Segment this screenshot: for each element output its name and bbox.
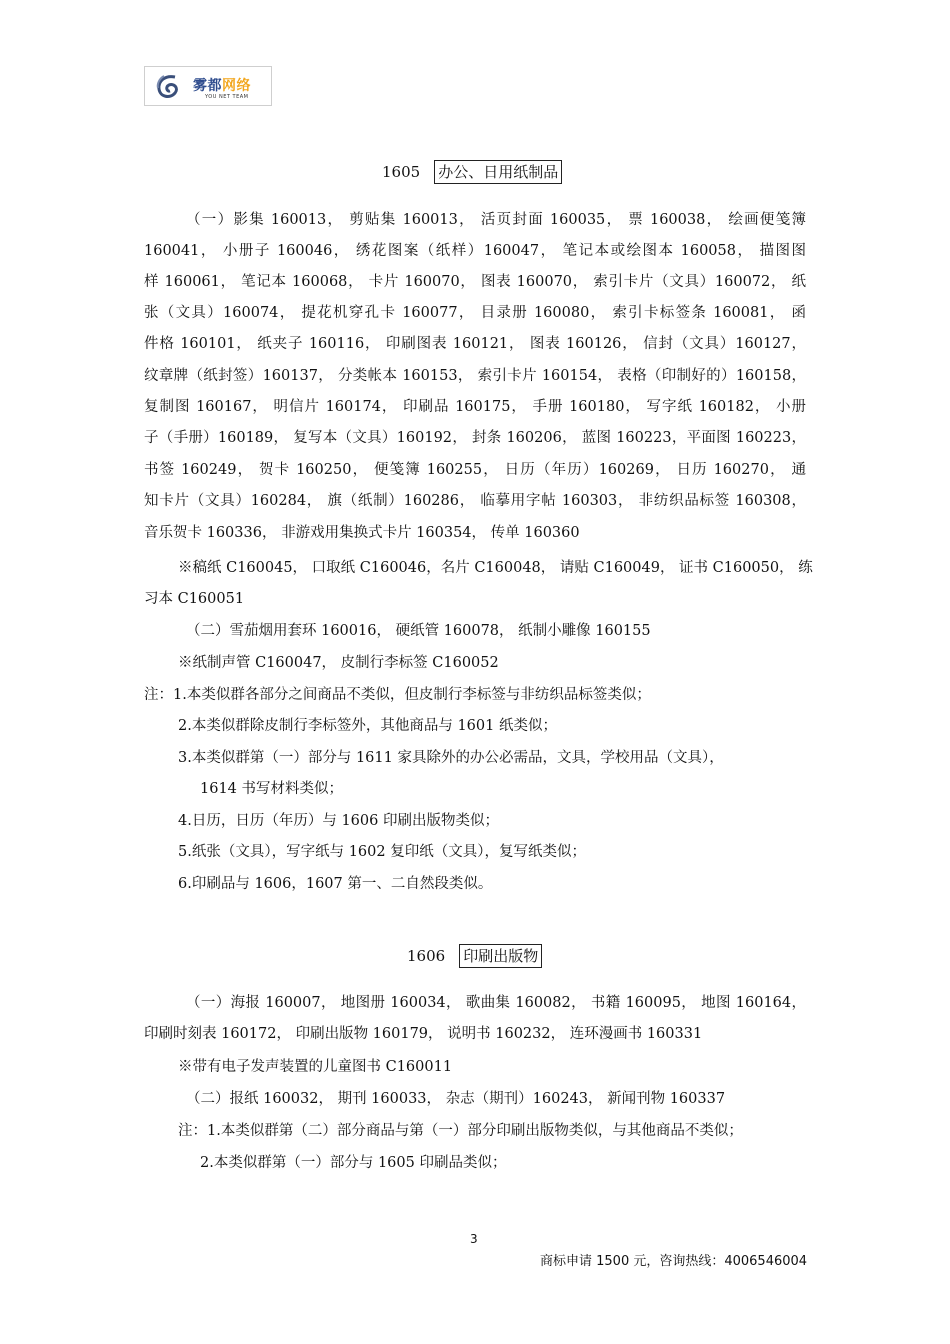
note-line: 2.本类似群第（一）部分与 1605 印刷品类似； [200,1155,507,1171]
note-line: 4.日历，日历（年历）与 1606 印刷出版物类似； [178,813,499,829]
page-number: 3 [470,1232,478,1246]
logo-name: 雾都网络 [193,78,251,94]
note-line: 5.纸张（文具），写字纸与 1602 复印纸（文具），复写纸类似； [178,844,586,860]
text-line: （一）影集 160013， 剪贴集 160013， 活页封面 160035， 票 160038， 绘画便笺簿 [186,212,806,228]
text-line: ※稿纸 C160045， 口取纸 C160046，名片 C160048， 请贴 C160049， 证书 C160050， 练 [178,560,813,576]
text-line: 子（手册）160189， 复写本（文具）160192， 封条 160206， 蓝图 160223，平面图 160223， [144,430,806,446]
company-logo [144,66,272,106]
section-code: 1606 [407,947,446,965]
logo-tagline: YOU NET TEAM [205,94,249,100]
section-heading-1606 [407,944,542,968]
section-code: 1605 [382,163,421,181]
text-line: 复制图 160167， 明信片 160174， 印刷品 160175， 手册 160180， 写字纸 160182， 小册 [144,399,806,415]
text-line: 张（文具）160074， 提花机穿孔卡 160077， 目录册 160080， 索引卡标签条 160081， 函 [144,305,806,321]
text-line: ※带有电子发声装置的儿童图书 C160011 [178,1059,453,1075]
text-line: （二）雪茄烟用套环 160016， 硬纸管 160078， 纸制小雕像 160155 [186,623,651,639]
note-line: 2.本类似群除皮制行李标签外，其他商品与 1601 纸类似； [178,718,557,734]
text-line: 书签 160249， 贺卡 160250， 便笺簿 160255， 日历（年历）160269， 日历 160270， 通 [144,462,806,478]
text-line: 知卡片（文具）160284， 旗（纸制）160286， 临摹用字帖 160303， 非纺织品标签 160308， [144,493,806,509]
note-line: 6.印刷品与 1606，1607 第一、二自然段类似。 [178,876,493,892]
text-line: 习本 C160051 [144,591,245,607]
footer-text: 商标申请 1500 元，咨询热线：4006546004 [540,1254,808,1269]
section-title: 办公、日用纸制品 [434,160,562,184]
text-line: 样 160061， 笔记本 160068， 卡片 160070， 图表 160070， 索引卡片（文具）160072， 纸 [144,274,806,290]
swirl-logo-icon [145,67,193,107]
note-line: 1614 书写材料类似； [200,781,344,797]
text-line: 纹章牌（纸封签）160137， 分类帐本 160153， 索引卡片 160154， 表格（印制好的）160158， [144,368,806,384]
text-line: 印刷时刻表 160172， 印刷出版物 160179， 说明书 160232， 连环漫画书 160331 [144,1026,703,1042]
note-line: 注：1.本类似群第（二）部分商品与第（一）部分印刷出版物类似，与其他商品不类似； [178,1123,743,1139]
text-line: 件格 160101， 纸夹子 160116， 印刷图表 160121， 图表 160126， 信封（文具）160127， [144,336,806,352]
text-line: （一）海报 160007， 地图册 160034， 歌曲集 160082， 书籍 160095， 地图 160164， [186,995,806,1011]
section-heading-1605 [382,160,562,184]
text-line: 160041， 小册子 160046， 绣花图案（纸样）160047， 笔记本或绘图本 160058， 描图图 [144,243,806,259]
section-title: 印刷出版物 [459,944,542,968]
text-line: ※纸制声管 C160047， 皮制行李标签 C160052 [178,655,499,671]
note-line: 3.本类似群第（一）部分与 1611 家具除外的办公必需品，文具，学校用品（文具）， [178,750,724,766]
note-line: 注：1.本类似群各部分之间商品不类似，但皮制行李标签与非纺织品标签类似； [144,687,651,703]
text-line: 音乐贺卡 160336， 非游戏用集换式卡片 160354， 传单 160360 [144,525,580,541]
text-line: （二）报纸 160032， 期刊 160033， 杂志（期刊）160243， 新闻刊物 160337 [186,1091,726,1107]
